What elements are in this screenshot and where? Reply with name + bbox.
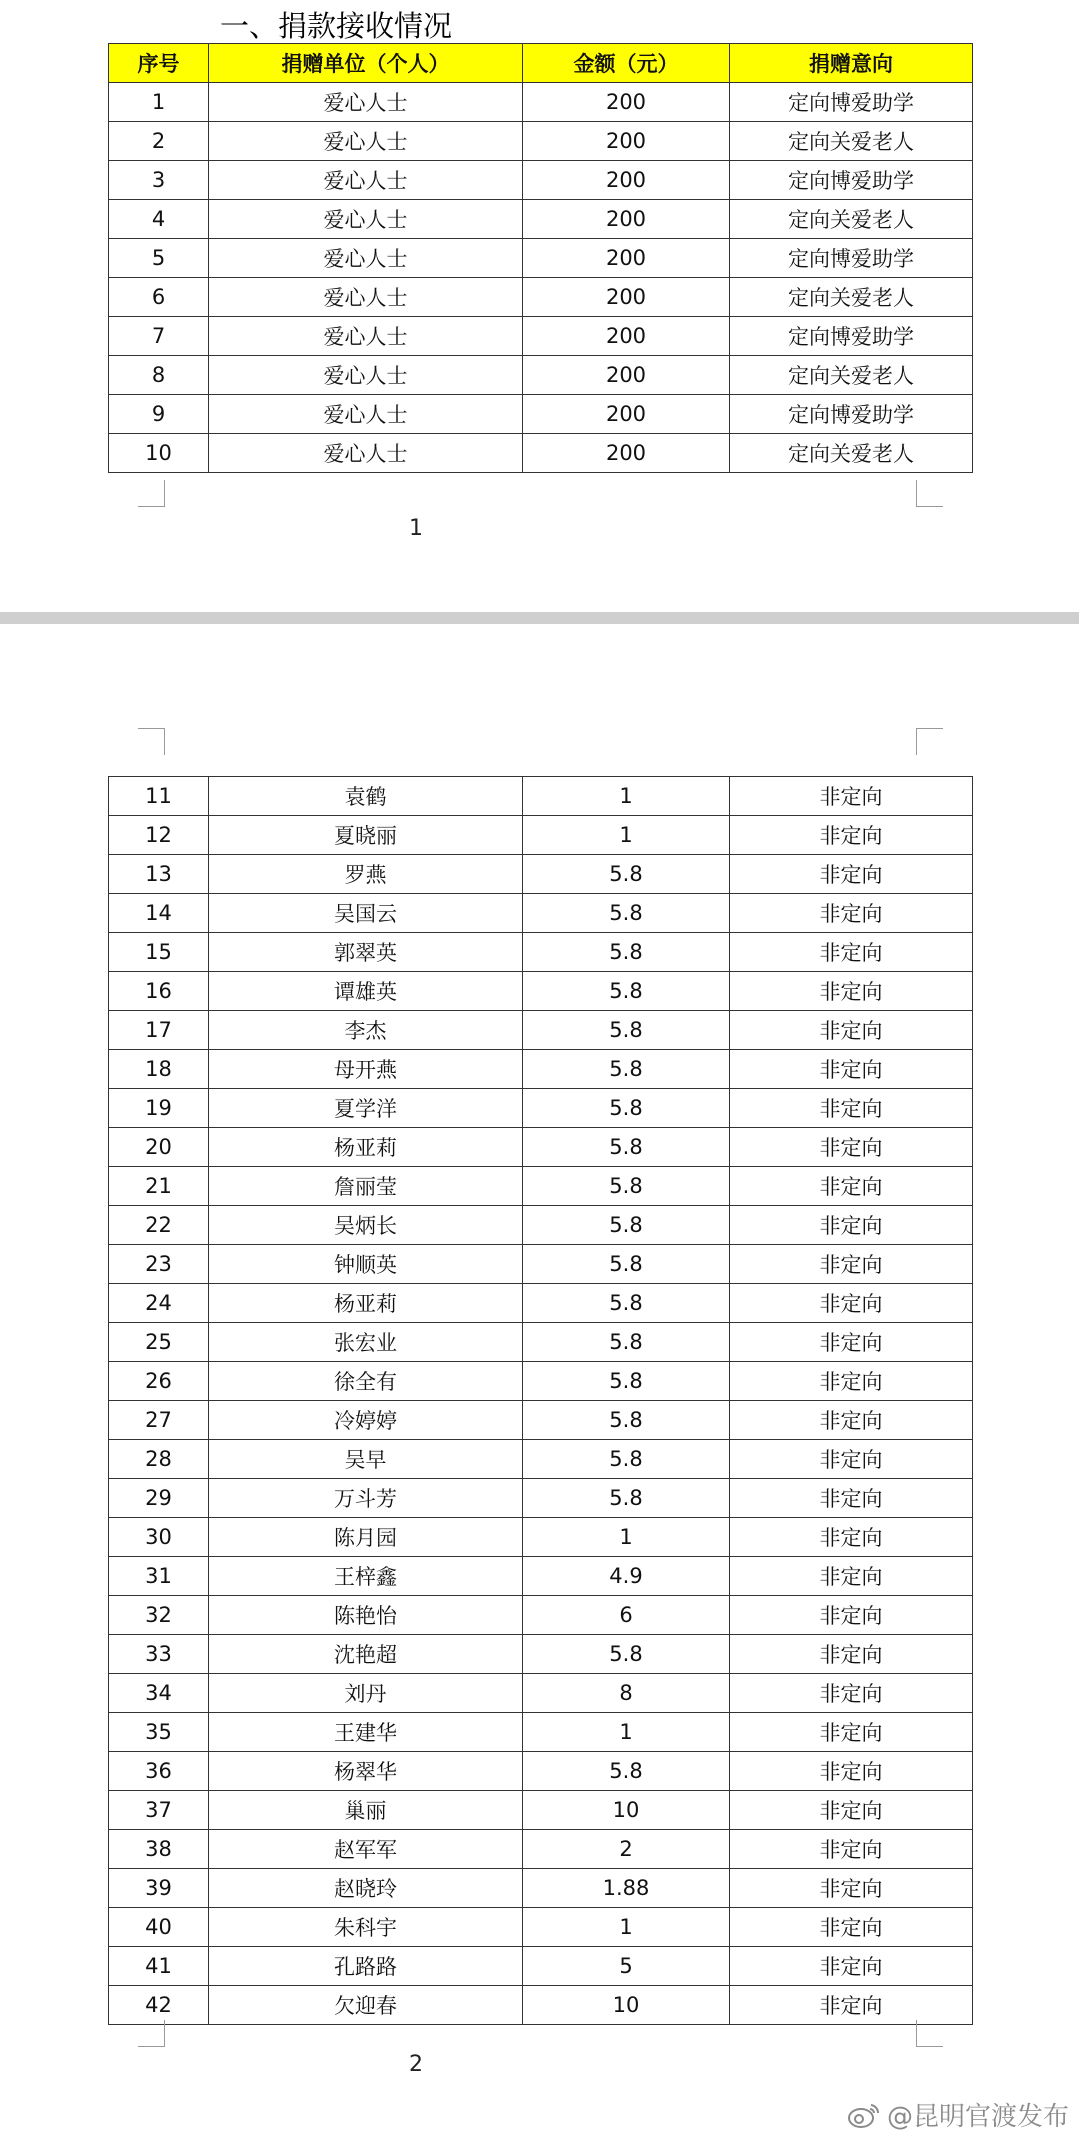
cell-amount: 1 (523, 1713, 730, 1752)
header-donor: 捐赠单位（个人） (209, 44, 523, 83)
cell-donor: 爱心人士 (209, 161, 523, 200)
page-corner-mark (138, 2020, 165, 2047)
page-corner-mark (916, 728, 943, 755)
cell-serial: 14 (109, 894, 209, 933)
cell-serial: 19 (109, 1089, 209, 1128)
cell-amount: 1.88 (523, 1869, 730, 1908)
table-row (109, 161, 973, 200)
table-header-row (109, 44, 973, 83)
page-number: 1 (409, 516, 423, 541)
table-row (109, 1986, 973, 2025)
watermark (847, 2096, 1069, 2133)
table-row (109, 200, 973, 239)
cell-donor: 巢丽 (209, 1791, 523, 1830)
cell-intent: 非定向 (730, 933, 973, 972)
cell-intent: 定向关爱老人 (730, 278, 973, 317)
cell-serial: 18 (109, 1050, 209, 1089)
cell-amount: 5.8 (523, 933, 730, 972)
cell-donor: 张宏业 (209, 1323, 523, 1362)
table-row (109, 1908, 973, 1947)
table-row (109, 1323, 973, 1362)
cell-amount: 5.8 (523, 894, 730, 933)
cell-serial: 20 (109, 1128, 209, 1167)
cell-amount: 200 (523, 122, 730, 161)
cell-intent: 非定向 (730, 1167, 973, 1206)
cell-serial: 41 (109, 1947, 209, 1986)
cell-serial: 6 (109, 278, 209, 317)
cell-intent: 非定向 (730, 1050, 973, 1089)
cell-amount: 200 (523, 161, 730, 200)
table-row (109, 1674, 973, 1713)
cell-intent: 非定向 (730, 1557, 973, 1596)
cell-intent: 非定向 (730, 1635, 973, 1674)
cell-intent: 非定向 (730, 1245, 973, 1284)
cell-serial: 35 (109, 1713, 209, 1752)
cell-serial: 37 (109, 1791, 209, 1830)
cell-serial: 26 (109, 1362, 209, 1401)
cell-amount: 1 (523, 777, 730, 816)
cell-amount: 200 (523, 239, 730, 278)
cell-intent: 非定向 (730, 1908, 973, 1947)
cell-amount: 5 (523, 1947, 730, 1986)
cell-intent: 非定向 (730, 1947, 973, 1986)
cell-intent: 非定向 (730, 1791, 973, 1830)
cell-amount: 200 (523, 317, 730, 356)
cell-amount: 5.8 (523, 1128, 730, 1167)
cell-intent: 非定向 (730, 777, 973, 816)
cell-serial: 10 (109, 434, 209, 473)
cell-intent: 非定向 (730, 1284, 973, 1323)
page-separator (0, 612, 1079, 624)
cell-intent: 非定向 (730, 1206, 973, 1245)
table-row (109, 816, 973, 855)
weibo-icon (847, 2101, 881, 2129)
cell-serial: 27 (109, 1401, 209, 1440)
cell-donor: 杨亚莉 (209, 1284, 523, 1323)
page-corner-mark (916, 480, 943, 507)
cell-amount: 1 (523, 1518, 730, 1557)
cell-serial: 3 (109, 161, 209, 200)
cell-donor: 赵晓玲 (209, 1869, 523, 1908)
cell-serial: 36 (109, 1752, 209, 1791)
table-row (109, 1440, 973, 1479)
table-row (109, 1830, 973, 1869)
cell-donor: 赵军军 (209, 1830, 523, 1869)
cell-serial: 33 (109, 1635, 209, 1674)
cell-amount: 5.8 (523, 1479, 730, 1518)
cell-intent: 非定向 (730, 1713, 973, 1752)
cell-donor: 吴早 (209, 1440, 523, 1479)
table-row (109, 1284, 973, 1323)
cell-serial: 12 (109, 816, 209, 855)
cell-serial: 2 (109, 122, 209, 161)
cell-donor: 爱心人士 (209, 83, 523, 122)
cell-intent: 非定向 (730, 894, 973, 933)
cell-donor: 爱心人士 (209, 239, 523, 278)
cell-serial: 17 (109, 1011, 209, 1050)
cell-amount: 1 (523, 816, 730, 855)
cell-donor: 杨亚莉 (209, 1128, 523, 1167)
cell-serial: 7 (109, 317, 209, 356)
cell-serial: 8 (109, 356, 209, 395)
cell-donor: 谭雄英 (209, 972, 523, 1011)
cell-donor: 孔路路 (209, 1947, 523, 1986)
cell-intent: 定向博爱助学 (730, 83, 973, 122)
cell-amount: 5.8 (523, 1440, 730, 1479)
cell-donor: 吴国云 (209, 894, 523, 933)
cell-intent: 非定向 (730, 1869, 973, 1908)
cell-serial: 39 (109, 1869, 209, 1908)
table-row (109, 1518, 973, 1557)
cell-donor: 陈艳怡 (209, 1596, 523, 1635)
cell-intent: 非定向 (730, 972, 973, 1011)
cell-amount: 200 (523, 278, 730, 317)
cell-amount: 5.8 (523, 1089, 730, 1128)
table-row (109, 972, 973, 1011)
cell-intent: 定向博爱助学 (730, 317, 973, 356)
cell-donor: 徐全有 (209, 1362, 523, 1401)
section-heading: 一、捐款接收情况 (220, 9, 453, 43)
cell-donor: 爱心人士 (209, 200, 523, 239)
cell-intent: 非定向 (730, 1089, 973, 1128)
cell-intent: 非定向 (730, 1323, 973, 1362)
cell-donor: 冷婷婷 (209, 1401, 523, 1440)
table-row (109, 1206, 973, 1245)
cell-intent: 非定向 (730, 1128, 973, 1167)
cell-donor: 爱心人士 (209, 122, 523, 161)
cell-amount: 5.8 (523, 1401, 730, 1440)
cell-donor: 爱心人士 (209, 395, 523, 434)
cell-serial: 16 (109, 972, 209, 1011)
cell-intent: 非定向 (730, 1479, 973, 1518)
table-row (109, 1128, 973, 1167)
cell-donor: 爱心人士 (209, 278, 523, 317)
cell-amount: 200 (523, 200, 730, 239)
cell-intent: 定向关爱老人 (730, 122, 973, 161)
table-row (109, 894, 973, 933)
cell-serial: 13 (109, 855, 209, 894)
cell-donor: 罗燕 (209, 855, 523, 894)
cell-donor: 李杰 (209, 1011, 523, 1050)
cell-serial: 22 (109, 1206, 209, 1245)
cell-intent: 定向博爱助学 (730, 395, 973, 434)
cell-serial: 1 (109, 83, 209, 122)
table-row (109, 1089, 973, 1128)
table-row (109, 1947, 973, 1986)
cell-serial: 34 (109, 1674, 209, 1713)
table-row (109, 356, 973, 395)
cell-amount: 5.8 (523, 1323, 730, 1362)
watermark-text: @昆明官渡发布 (886, 2102, 1069, 2132)
cell-amount: 5.8 (523, 855, 730, 894)
cell-serial: 30 (109, 1518, 209, 1557)
table-row (109, 933, 973, 972)
cell-intent: 非定向 (730, 1830, 973, 1869)
cell-serial: 28 (109, 1440, 209, 1479)
table-row (109, 1635, 973, 1674)
cell-intent: 定向关爱老人 (730, 356, 973, 395)
cell-donor: 钟顺英 (209, 1245, 523, 1284)
cell-amount: 5.8 (523, 972, 730, 1011)
cell-donor: 沈艳超 (209, 1635, 523, 1674)
table-row (109, 1791, 973, 1830)
cell-serial: 5 (109, 239, 209, 278)
table-row (109, 1011, 973, 1050)
cell-intent: 非定向 (730, 1401, 973, 1440)
cell-donor: 刘丹 (209, 1674, 523, 1713)
cell-donor: 杨翠华 (209, 1752, 523, 1791)
cell-serial: 4 (109, 200, 209, 239)
cell-donor: 欠迎春 (209, 1986, 523, 2025)
table-row (109, 1167, 973, 1206)
cell-donor: 夏晓丽 (209, 816, 523, 855)
cell-amount: 5.8 (523, 1011, 730, 1050)
cell-donor: 王建华 (209, 1713, 523, 1752)
cell-amount: 5.8 (523, 1284, 730, 1323)
cell-amount: 200 (523, 434, 730, 473)
cell-intent: 非定向 (730, 1752, 973, 1791)
cell-donor: 詹丽莹 (209, 1167, 523, 1206)
table-row (109, 317, 973, 356)
cell-serial: 32 (109, 1596, 209, 1635)
table-row (109, 1752, 973, 1791)
cell-intent: 定向博爱助学 (730, 239, 973, 278)
table-row (109, 395, 973, 434)
cell-donor: 万斗芳 (209, 1479, 523, 1518)
table-row (109, 1596, 973, 1635)
cell-serial: 15 (109, 933, 209, 972)
cell-amount: 5.8 (523, 1050, 730, 1089)
cell-donor: 爱心人士 (209, 356, 523, 395)
cell-serial: 24 (109, 1284, 209, 1323)
cell-donor: 爱心人士 (209, 434, 523, 473)
cell-donor: 母开燕 (209, 1050, 523, 1089)
page-corner-mark (138, 728, 165, 755)
cell-intent: 非定向 (730, 1011, 973, 1050)
cell-amount: 4.9 (523, 1557, 730, 1596)
table-row (109, 1362, 973, 1401)
cell-donor: 郭翠英 (209, 933, 523, 972)
cell-intent: 非定向 (730, 1986, 973, 2025)
table-row (109, 1557, 973, 1596)
table-row (109, 122, 973, 161)
table-row (109, 1245, 973, 1284)
cell-serial: 29 (109, 1479, 209, 1518)
cell-amount: 5.8 (523, 1635, 730, 1674)
cell-amount: 200 (523, 83, 730, 122)
header-serial: 序号 (109, 44, 209, 83)
cell-amount: 5.8 (523, 1206, 730, 1245)
cell-intent: 非定向 (730, 855, 973, 894)
cell-donor: 朱科宇 (209, 1908, 523, 1947)
cell-amount: 5.8 (523, 1167, 730, 1206)
document-page-1 (0, 0, 1079, 612)
donation-table-page-2 (108, 776, 973, 2025)
cell-amount: 200 (523, 356, 730, 395)
cell-intent: 定向关爱老人 (730, 200, 973, 239)
cell-intent: 非定向 (730, 1596, 973, 1635)
cell-amount: 5.8 (523, 1752, 730, 1791)
cell-amount: 10 (523, 1986, 730, 2025)
header-amount: 金额（元） (523, 44, 730, 83)
cell-intent: 非定向 (730, 1440, 973, 1479)
table-row (109, 278, 973, 317)
table-row (109, 1050, 973, 1089)
table-row (109, 239, 973, 278)
cell-intent: 非定向 (730, 1362, 973, 1401)
cell-donor: 夏学洋 (209, 1089, 523, 1128)
page-number: 2 (409, 2052, 423, 2077)
cell-serial: 21 (109, 1167, 209, 1206)
table-row (109, 1401, 973, 1440)
donation-table-page-1 (108, 43, 973, 473)
header-intent: 捐赠意向 (730, 44, 973, 83)
cell-intent: 非定向 (730, 1674, 973, 1713)
cell-donor: 陈月园 (209, 1518, 523, 1557)
cell-amount: 8 (523, 1674, 730, 1713)
cell-serial: 40 (109, 1908, 209, 1947)
cell-serial: 25 (109, 1323, 209, 1362)
cell-intent: 非定向 (730, 816, 973, 855)
table-row (109, 777, 973, 816)
cell-serial: 31 (109, 1557, 209, 1596)
cell-serial: 42 (109, 1986, 209, 2025)
table-row (109, 1479, 973, 1518)
cell-donor: 吴炳长 (209, 1206, 523, 1245)
cell-amount: 10 (523, 1791, 730, 1830)
cell-intent: 定向博爱助学 (730, 161, 973, 200)
cell-serial: 11 (109, 777, 209, 816)
cell-amount: 5.8 (523, 1245, 730, 1284)
cell-intent: 非定向 (730, 1518, 973, 1557)
page-corner-mark (138, 480, 165, 507)
cell-serial: 38 (109, 1830, 209, 1869)
page-corner-mark (916, 2020, 943, 2047)
cell-intent: 定向关爱老人 (730, 434, 973, 473)
cell-donor: 爱心人士 (209, 317, 523, 356)
table-row (109, 83, 973, 122)
cell-amount: 1 (523, 1908, 730, 1947)
cell-serial: 23 (109, 1245, 209, 1284)
cell-serial: 9 (109, 395, 209, 434)
table-row (109, 1713, 973, 1752)
cell-amount: 6 (523, 1596, 730, 1635)
table-row (109, 434, 973, 473)
table-row (109, 855, 973, 894)
cell-amount: 5.8 (523, 1362, 730, 1401)
cell-amount: 2 (523, 1830, 730, 1869)
table-row (109, 1869, 973, 1908)
cell-donor: 王梓鑫 (209, 1557, 523, 1596)
cell-donor: 袁鹤 (209, 777, 523, 816)
cell-amount: 200 (523, 395, 730, 434)
